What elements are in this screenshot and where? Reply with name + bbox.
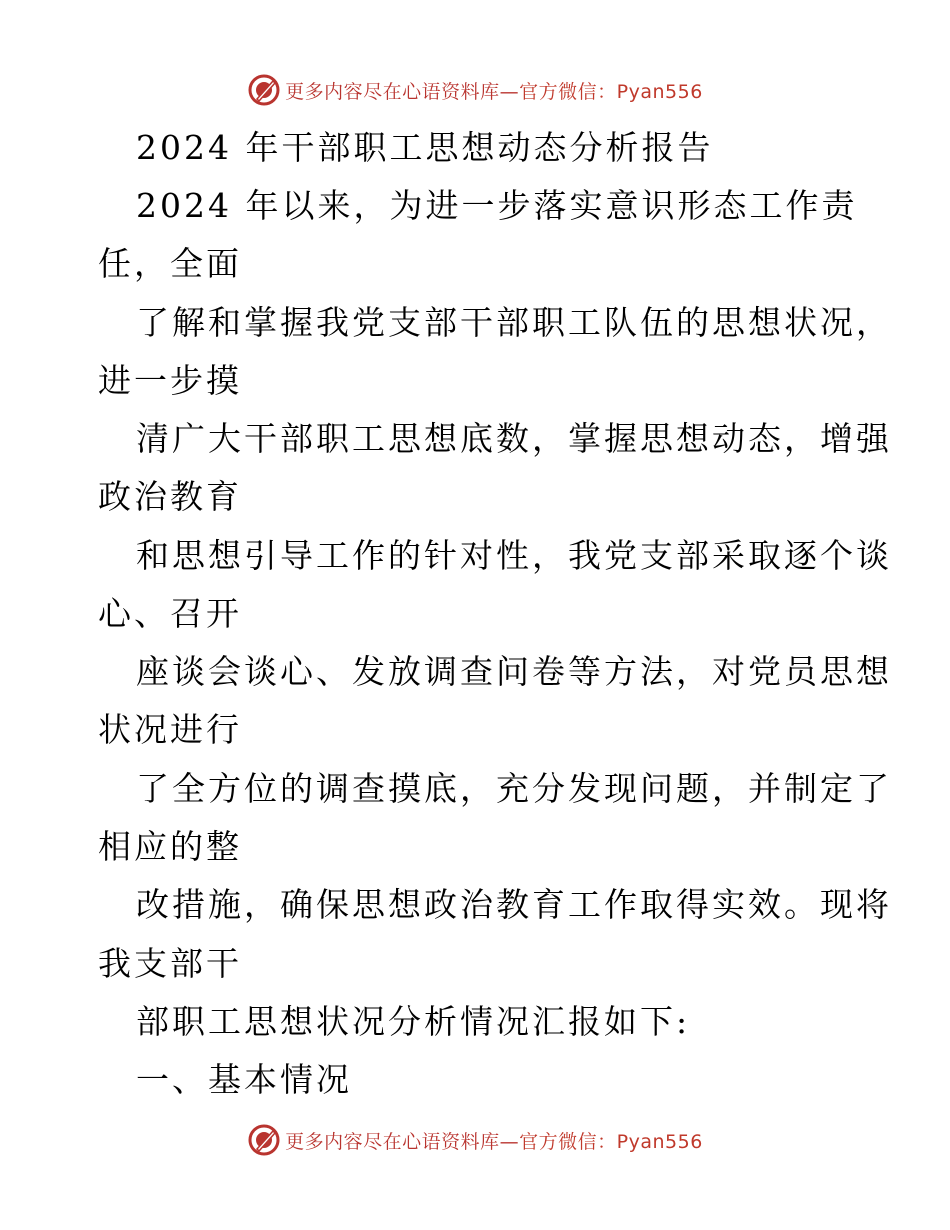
paragraph-line: 状况进行 [98,710,242,749]
paragraph-line: 任，全面 [98,244,242,283]
paragraph-line: 改措施，确保思想政治教育工作取得实效。现将 [136,885,892,924]
banner-text: 更多内容尽在心语资料库 [285,80,500,103]
paragraph-line: 了全方位的调查摸底，充分发现问题，并制定了 [136,769,892,808]
paragraph-line: 2024 年以来，为进一步落实意识形态工作责 [136,186,858,225]
paragraph-line: 心、召开 [98,594,242,633]
paragraph-line: 相应的整 [98,827,242,866]
banner-separator: — [499,1130,520,1153]
paragraph-line: 我支部干 [98,944,242,983]
footer-watermark-banner [0,1122,950,1158]
pen-seal-logo-icon [247,1123,281,1157]
banner-separator: — [499,80,520,103]
paragraph-line: 进一步摸 [98,361,242,400]
document-title: 2024 年干部职工思想动态分析报告 [136,128,714,167]
banner-wechat: 官方微信：Pyan556 [519,1130,703,1153]
pen-seal-logo-icon [247,73,281,107]
header-watermark-banner [0,72,950,108]
paragraph-line: 清广大干部职工思想底数，掌握思想动态，增强 [136,419,892,458]
banner-wechat: 官方微信：Pyan556 [519,80,703,103]
section-heading: 一、基本情况 [136,1060,352,1099]
paragraph-line: 了解和掌握我党支部干部职工队伍的思想状况， [136,303,892,342]
paragraph-line: 和思想引导工作的针对性，我党支部采取逐个谈 [136,536,892,575]
banner-text: 更多内容尽在心语资料库 [285,1130,500,1153]
paragraph-line: 部职工思想状况分析情况汇报如下: [136,1002,691,1041]
paragraph-line: 政治教育 [98,477,242,516]
paragraph-line: 座谈会谈心、发放调查问卷等方法，对党员思想 [136,652,892,691]
